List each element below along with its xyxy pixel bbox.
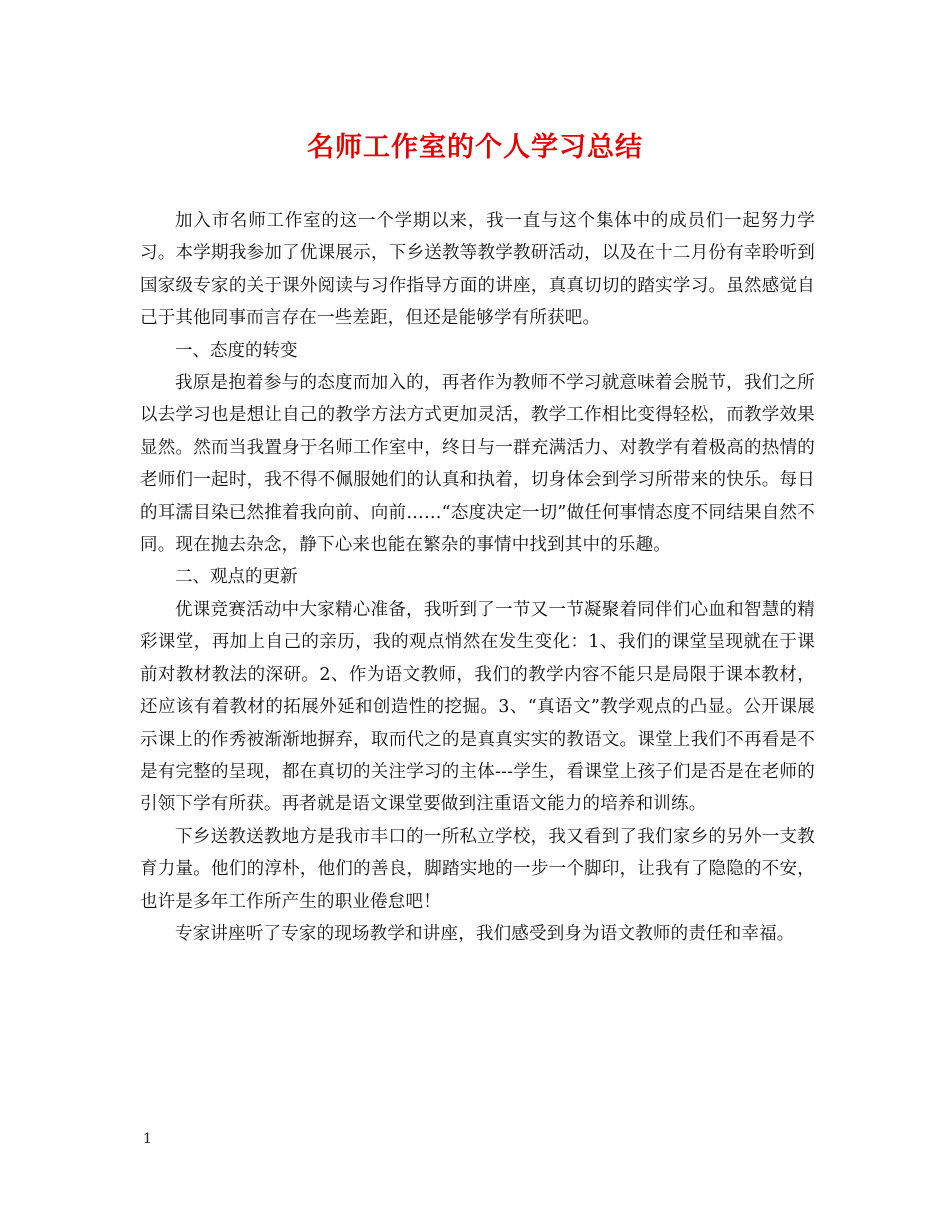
paragraph-attitude: 我原是抱着参与的态度而加入的，再者作为教师不学习就意味着会脱节，我们之所以去学习也是想让自己的教学方法方式更加灵活，教学工作相比变得轻松，而教学效果显然。然而当我置身于名师工作室中，终日与一群充满活力、对教学有着极高的热情的老师们一起时，我不得不佩服她们的认真和执着，切身体会到学习所带来的快乐。每日的耳濡目染已然推着我向前、向前……“态度决定一切”做任何事情态度不同结果自然不同。现在抛去杂念，静下心来也能在繁杂的事情中找到其中的乐趣。 bbox=[140, 373, 815, 556]
document-body bbox=[140, 205, 815, 950]
paragraph-expert-lecture: 专家讲座听了专家的现场教学和讲座，我们感受到身为语文教师的责任和幸福。 bbox=[175, 923, 795, 944]
paragraph-viewpoint: 优课竞赛活动中大家精心准备，我听到了一节又一节凝聚着同伴们心血和智慧的精彩课堂，再加上自己的亲历，我的观点悄然在发生变化：1、我们的课堂呈现就在于课前对教材教法的深研。2、作为语文教师，我们的教学内容不能只是局限于课本教材，还应该有着教材的拓展外延和创造性的挖掘。3、“真语文”教学观点的凸显。公开课展示课上的作秀被渐渐地摒弃，取而代之的是真真实实的教语文。课堂上我们不再看是不是有完整的呈现，都在真切的关注学习的主体---学生，看课堂上孩子们是否是在老师的引领下学有所获。再者就是语文课堂要做到注重语文能力的培养和训练。 bbox=[140, 599, 815, 815]
paragraph-intro: 加入市名师工作室的这一个学期以来，我一直与这个集体中的成员们一起努力学习。本学期我参加了优课展示，下乡送教等教学教研活动，以及在十二月份有幸聆听到国家级专家的关于课外阅读与习作指导方面的讲座，真真切切的踏实学习。虽然感觉自己于其他同事而言存在一些差距，但还是能够学有所获吧。 bbox=[140, 211, 815, 329]
paragraph-outreach: 下乡送教送教地方是我市丰口的一所私立学校，我又看到了我们家乡的另外一支教育力量。他们的淳朴，他们的善良，脚踏实地的一步一个脚印，让我有了隐隐的不安，也许是多年工作所产生的职业倦怠吧！ bbox=[140, 826, 815, 912]
section-heading-viewpoint: 二、观点的更新 bbox=[175, 567, 298, 588]
document-title: 名师工作室的个人学习总结 bbox=[307, 132, 643, 163]
section-heading-attitude: 一、态度的转变 bbox=[175, 340, 298, 361]
page-number: 1 bbox=[143, 1131, 152, 1147]
